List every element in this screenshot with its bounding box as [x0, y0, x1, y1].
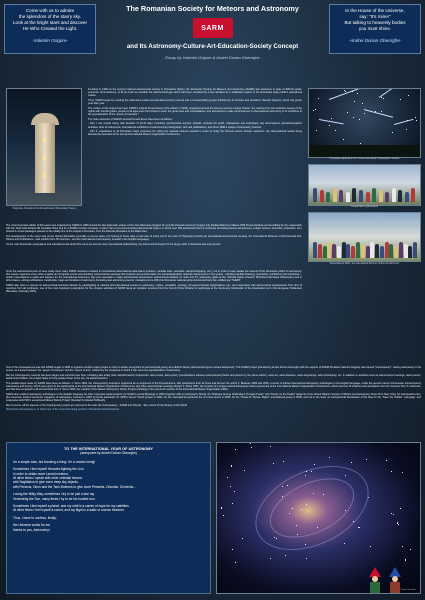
paragraph: The parallel steps made by SARM have been as follows: 1. Since 1996, the Cosmopoetry Festival is organized as a component of the Perseid Event, with participants from all times and all over the world; 2. Between 1996 and 2002, a series of printed international astropoetry anthologies in the English language, under the generic name of Romanian Contemporary Astropoetry and Anomy, which were given to the participants at the International Meteor Organization Conferences and other astronomical meetings abroad; 3. Since 1997, the creation of a unique annual Astropoetry Show (electronic) at the International Meteor Organization Conferences, which has had 15 editions and participants from 16 countries from 5 continents, and has been exposed to all astronomical fora; 4. Since 2003, the creation of the Meteor Astropoetry Poetry Project anthology in the electronic archive of the International Meteor Organization (IMO). — [6, 381, 421, 391]
star — [313, 110, 314, 111]
poem-line: I'm a simple man, but knowing a thing: I'm a cosmic being! — [13, 459, 96, 464]
star — [360, 143, 361, 144]
person-figure — [385, 192, 389, 202]
star — [282, 496, 283, 497]
title-block — [104, 4, 321, 60]
person-figure — [379, 190, 383, 202]
meteor-trail — [394, 119, 413, 125]
star — [398, 524, 399, 525]
star — [391, 471, 392, 472]
poem-line: Loving the Milky Way, sometimes I try to be just a star ray. — [13, 492, 95, 497]
star — [407, 120, 408, 121]
tower-caption: Târgoviște, Romania's first Perseid Event (Observatory Tower) — [12, 208, 76, 210]
poem-stanza — [13, 504, 204, 513]
poem-line: At other times I feel myself a comet, and my flight is a waltz of cosmic freedom. — [13, 508, 125, 513]
star — [296, 525, 297, 526]
star — [357, 93, 358, 94]
star — [400, 99, 401, 100]
group2-caption: Perseid Event 2005 - the International Summer School of Astronomy — [329, 263, 400, 265]
poem-line: with Sagittarius to give more deep sky objects, — [13, 480, 79, 485]
poem-line: Sometimes I feel myself Hercules fighting the Lion — [13, 467, 84, 472]
quote-author: -Valentin Grigore- — [31, 38, 69, 43]
star — [408, 95, 409, 96]
star — [292, 508, 293, 509]
poem-stanza — [13, 460, 204, 464]
star — [392, 132, 393, 133]
activities-section — [6, 270, 302, 295]
star — [352, 91, 353, 92]
star — [232, 549, 233, 550]
star — [232, 503, 233, 504]
star — [270, 558, 271, 559]
star — [251, 447, 252, 448]
society-title: The Romanian Society for Meteors and Astronomy — [126, 4, 299, 13]
star — [306, 504, 307, 505]
star — [230, 486, 231, 487]
galaxy-arm — [242, 449, 382, 567]
person-figure — [372, 188, 376, 202]
person-figure — [385, 242, 389, 258]
person-figure — [404, 244, 408, 258]
star — [391, 513, 392, 514]
poem-line: Sometimes I feel myself a planet, and my orbit is a carrier of hope for my satellites. — [13, 504, 130, 509]
star — [402, 546, 403, 547]
person-figure — [313, 242, 317, 258]
tower-window — [43, 155, 46, 160]
person-figure — [405, 192, 409, 202]
poem-line: in order to obtain more Leonid meteors. — [13, 471, 69, 476]
star — [270, 446, 271, 447]
star — [329, 125, 330, 126]
meteor-trail — [379, 88, 408, 98]
star — [317, 527, 318, 528]
poem-line: At other times I speak with other celestial heroes: — [13, 476, 83, 481]
star — [235, 562, 236, 563]
person-figure — [389, 244, 393, 258]
poem-box — [6, 442, 211, 594]
star — [221, 507, 222, 508]
group1-caption: Perseid Event participants — [351, 206, 378, 208]
star — [318, 98, 319, 99]
star — [400, 508, 401, 509]
tower-window — [43, 137, 46, 142]
star — [375, 111, 376, 112]
star — [386, 460, 387, 461]
quote-line: But talking to heavenly bodies — [344, 20, 406, 25]
person-figure — [346, 244, 350, 258]
sky-caption: Composite captured at the "Comet Hale-Bopp" photographic session — [329, 158, 400, 160]
gnome-figure — [367, 567, 383, 593]
person-figure — [366, 246, 370, 258]
concept-title: and Its Astronomy-Culture-Art-Education-Society Concept — [126, 43, 299, 50]
person-figure — [320, 190, 324, 202]
person-figure — [332, 244, 336, 258]
star — [242, 538, 243, 539]
star — [276, 538, 277, 539]
star — [285, 555, 286, 556]
person-figure — [370, 242, 374, 258]
person-figure — [313, 188, 317, 202]
paragraph: From the astronomical point of view, today there many SARM members included in international observational data bases (meteors, variable stars, asteroids, astrophotography, etc.), but in order to keep awake the interest of the Romanian public for astronomy, this society organizes every other (regular and irregular) events and activities: astronomical meetings with students and school pupils, the astrophotographic national contest (once in two years) - including double-drawings, spectacles, exhibitions and workshops -, public presentations in parks and squares for the international Astronomy Day and especially in major astronomical phenomena, astronomical debates on radio and TV, astronomy galas at the "Admiral Vasile Urseanu" Bucharest Municipal Observatory and in other places, editing publications, handbooks, maps and booklets of astronomy (including also astronomy-poems), managing since 2001 the Romanian national astronomical electronic list, entitled just "SARM". — [6, 270, 302, 283]
star — [353, 521, 354, 522]
quote-box-left — [4, 4, 96, 54]
quote-box-right — [329, 4, 421, 54]
star — [410, 549, 411, 550]
quote-line: He Who Created the Light. — [22, 26, 78, 31]
star — [383, 98, 384, 99]
poem-title: TO THE INTERNATIONAL YEAR OF ASTRONOMY — [63, 447, 154, 451]
star — [274, 537, 275, 538]
person-figure — [337, 246, 341, 258]
person-figure — [392, 188, 396, 202]
star — [273, 463, 274, 464]
star — [366, 459, 367, 460]
sarm-logo: SARM — [193, 18, 233, 38]
galaxy-gnomes-photo — [216, 442, 421, 594]
poem-line: Venerating the Sun, many times I try to be his humble son. — [13, 496, 96, 501]
quote-line: Look at the bright stars and discover — [12, 20, 88, 25]
photo-credit: © Sarm Gheorghe — [399, 589, 416, 591]
quote-line: say: "It's mine!" — [359, 14, 391, 19]
paragraph: Founded in 1995 as the second national astronomical society in Romania's history, the Romanian Society for Meteors and Astronomy (SARM) has assumed, in spite of difficult social-economic circumstances, to fill as much as possible the astronomical gap which had been provoked by a few decades by a totalitarian regime in the Romanian large public's educational culture. — [88, 88, 302, 98]
star — [353, 117, 354, 118]
person-figure — [399, 242, 403, 258]
star — [343, 139, 344, 140]
person-figure — [380, 246, 384, 258]
star — [344, 90, 345, 91]
tower-window — [43, 173, 46, 178]
quote-line: the splendors of the starry sky. — [18, 14, 82, 19]
person-figure — [346, 192, 350, 202]
star — [347, 112, 348, 113]
person-figure — [352, 188, 356, 202]
person-figure — [398, 190, 402, 202]
person-figure — [411, 188, 415, 202]
paragraph: The main elements of SARM's annual Perseid Event have been as follows: — [88, 117, 173, 121]
star — [415, 117, 416, 118]
star — [297, 534, 298, 535]
star — [315, 109, 316, 110]
paragraph: As the main Romanian newspapers and televisions took about this event (as well as many international publications), the astronomical impact for the large public in Romania was truly special. — [6, 242, 221, 246]
paragraph: But of course, all the aspects of the Cosmopoetry project are mirrored in the web site Cosmopoetry - SARM and Friends - Sky Lovers for the Beauty of the World — [6, 403, 188, 407]
star — [402, 472, 403, 473]
person-figure — [359, 190, 363, 202]
poem-author: (astropoem by Andrei Dorian Gheorghe) — [80, 451, 137, 456]
person-figure — [366, 192, 370, 202]
star — [283, 461, 284, 462]
star — [358, 527, 359, 528]
star — [231, 465, 232, 466]
person-figure — [318, 244, 322, 258]
person-figure — [356, 242, 360, 258]
participants-photo — [308, 164, 421, 206]
star — [416, 120, 417, 121]
meteor-trail — [319, 119, 344, 124]
star — [306, 558, 307, 559]
star — [244, 470, 245, 471]
star — [354, 101, 355, 102]
star — [344, 543, 345, 544]
star — [335, 130, 336, 131]
paragraph: Thus, SARM began by creating the astronomy-culture-art-education-society concept and a corresponding project (initiated by its founder and president, Valentin Grigore), which has grown year after year. — [88, 98, 302, 106]
paragraph: - Part I, the central camp, with duration of 10-15 days, including: astronomical summer schools, contests for youth, colloquiums and workshops, sky observations, astrophotographic activities, fairs of instruments, international exhibitions of astronomical photographs, arts and publications, and since 1998 a unique Cosmopoetry Festival; — [88, 122, 302, 129]
website-link[interactable]: http://www.cosmopoetry.ro, in which one of the most interesting section is Romanian Astrohumanism. — [6, 408, 120, 412]
star — [351, 462, 352, 463]
poem-line: Thus, I have to confess, finally: — [13, 515, 57, 520]
star — [345, 510, 346, 511]
star — [345, 475, 346, 476]
meteor-trail — [329, 88, 367, 100]
paragraph: The motive of this project has been SARM's original Perseid Event (first edition in 1993), organized around the famous summer meteor shower. So, starting from the seductive beauty of the nights with shooting stars, people of all ages were first invited to learn the great stars and constellations, and afterwards to make performances in observational astronomy or to contribute to the popularization of the "queen of sciences". — [88, 106, 302, 117]
poem-line: thanks to you, Astronomy! — [13, 527, 50, 532]
paragraph: One of the consequences was that SARM began in 1995 to organize another major project in order to obtain recognition for astronomical poetry as a distinct literary astronomical genre named astropoetry. This SARM project (founded by Andrei Dorian Gheorghe with the support of SARM President Valentin Grigore) was named "Cosmopoetry", having astropoetry in the center, as a fusion between the "queen of sciences" and the "queen of arts", defined by the measures in which it can serve the popularization of astronomy. — [6, 366, 421, 373]
person-figure — [361, 244, 365, 258]
cosmopoetry-section — [6, 366, 421, 413]
intro-section — [88, 88, 302, 138]
summer-school-photo — [308, 212, 421, 262]
eclipse-section — [6, 224, 302, 247]
poem-stanza — [13, 516, 204, 520]
star — [282, 486, 283, 487]
paragraph: - Part II, expeditions to all Romanian major provinces for noting the national meteors network in order to study the Perseid meteor shower maximum, the observational results being afterwards presented at the annual International Meteor Organization Conference. — [88, 130, 302, 137]
person-figure — [408, 246, 412, 258]
poem-stanza — [13, 523, 204, 532]
quote-line: In the House of the Universe, — [345, 8, 405, 13]
star — [405, 559, 406, 560]
poem-line: the Universe works for me — [13, 523, 51, 528]
star — [316, 130, 317, 131]
person-figure — [413, 242, 417, 258]
star — [313, 493, 314, 494]
quote-line: Come with us to admire — [25, 8, 75, 13]
star — [370, 546, 371, 547]
star — [381, 97, 382, 98]
star — [287, 485, 288, 486]
star — [359, 119, 360, 120]
person-figure — [342, 242, 346, 258]
star — [234, 491, 235, 492]
person-figure — [327, 242, 331, 258]
quote-line: you must shine. — [358, 26, 392, 31]
star — [364, 113, 365, 114]
star — [329, 457, 330, 458]
star — [306, 471, 307, 472]
person-figure — [339, 190, 343, 202]
star — [305, 544, 306, 545]
quote-author: -Andrei Dorian Gheorghe- — [348, 38, 402, 43]
star — [362, 103, 363, 104]
poem-line: with Perseus, Orion and the Twin Brothers to give more Perseids, Orionids, Geminids... — [13, 484, 136, 489]
star — [345, 91, 346, 92]
paragraph: SARM also aims to express its astronomical-humanist attitude by participating at national and international events on astronomy, culture, education, ecology, non-governmental organizations, etc., and cooperates with astronomical organizations from tens of countries from all continents, one of the most important recognitions for the complex activities of SARM being an invitation received from the French Prime Minister to participate at the Centenary Celebration of the Association Loi in the European Parliament (Bruxelles, February 2001). — [6, 284, 302, 294]
star — [323, 494, 324, 495]
poem-stanza — [13, 467, 204, 489]
star — [227, 477, 228, 478]
person-figure — [394, 246, 398, 258]
person-figure — [326, 192, 330, 202]
star — [406, 129, 407, 130]
star — [331, 118, 332, 119]
star — [311, 471, 312, 472]
poem-stanza — [13, 492, 204, 501]
star — [235, 449, 236, 450]
logo-row — [104, 18, 321, 38]
meteor-trail — [364, 109, 393, 117]
star — [223, 515, 224, 516]
paragraph: But the Cosmopoetry concept has been larger and enriched over time, including also today other astrohumanist components: astro-music, astro-poetry (combinations between astronomical photos and poems by the same author), astro-art, astro-literature, astro-engravings, astro-philosophy, etc. In addition to activities such as astronomical meetings, astro-poems, astronomical fables, the project helps to bring people closer to the sky, via astrohumanism. — [6, 373, 421, 380]
essay-authors: - Essay by Valentin Grigore & Andrei Dorian Gheorghe - — [162, 55, 263, 60]
star — [381, 111, 382, 112]
star — [305, 475, 306, 476]
horizon-ground — [309, 145, 420, 157]
observatory-tower-photo — [6, 88, 82, 206]
paragraph: The most important edition of this event was organized by SARM in 1999 around the last total solar eclipse of the 2nd millennium (August 11) and the Perseid maximum (August 13). Entitled Râmnicu Vâlcea 1999 Perseid Eclipse and benefiting by the cooperation with the Total Solar Eclipse 99 Canadian Sites and by a SARM member overseas, it was in fact a non-monumental cultural-tourist project, in which over 250 participants from 8 continents (including famous astronomers, eclipse hunters, scientists, professors, etc.) shared 3 central packages spaced on the totality line of the eclipse in Romania, from the Retezat Mountains to the Black Sea. — [6, 224, 302, 234]
person-figure — [323, 246, 327, 258]
person-figure — [375, 244, 379, 258]
star — [250, 443, 251, 444]
person-figure — [333, 188, 337, 202]
meteor-sky-photo — [308, 88, 421, 158]
paragraph: The headquarters of the event was on the Vulcan Mountains (centrally a reserve place, but hosting in those days a real town of tents) and in the town of Târgoviște (hosting an international astronomical meeting, the International Museum of Astronomical Arts, Photos and Publications - with exhibits from 50 countries - and the International Cosmopoetry Festival in the English language). — [6, 234, 302, 242]
person-figure — [351, 246, 355, 258]
paragraph: SARM also realized astropoetry anthologies in the English language for other important social projects: for NASA's Leonid Meetings in 2000 (together with an Astropoetry Show), for "Dialogue Among Civilizations Through Poetry" and "Poetry on the Peaks" (projects of the United Nations Society of Writers and Astropoetry Press from New York), for Astropoetics.com, (the American kindred electronic magazine of astropoetry, founded in 2003 by Emily Gasiorek), for 2005's Venus Transit project in 2004, for the international electronic list of comet lovers in 2006, for the "Poets for Human Rights" international group in 2006, and not in the least, an Astropoetical Declaration of the Day for the "Save the Hubble" campaign, and cooperates with IMO's exceptional Meteor Beliefs Project (founded by Alastair McBeath). — [6, 392, 421, 402]
star — [393, 514, 394, 515]
star — [314, 464, 315, 465]
